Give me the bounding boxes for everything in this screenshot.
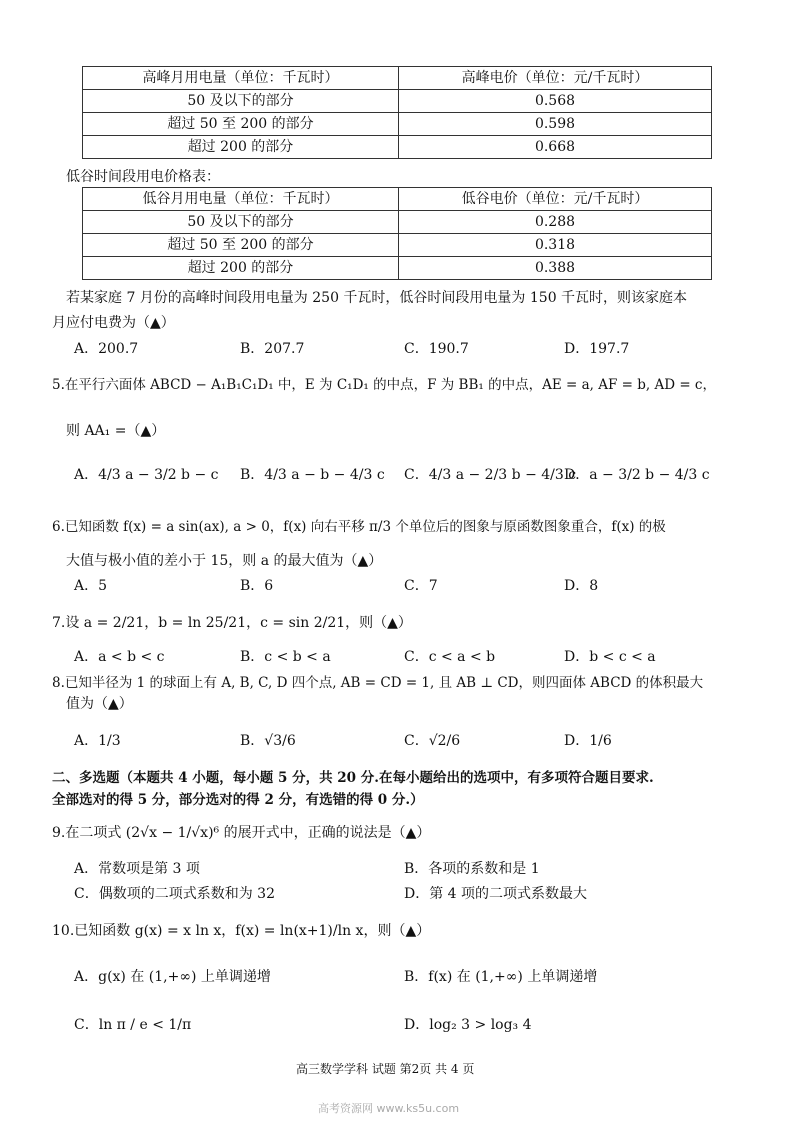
table-cell: 0.598 <box>399 113 712 136</box>
q7-option-b: B．c < b < a <box>240 649 331 665</box>
table-cell: 超过 200 的部分 <box>83 257 399 280</box>
peak-price-table <box>82 66 712 159</box>
q6-option-d: D．8 <box>564 578 599 594</box>
q10-option-c: C．ln π / e < 1/π <box>74 1017 192 1033</box>
table-row <box>83 234 712 257</box>
q7-option-d: D．b < c < a <box>564 649 656 665</box>
q7-option-a: A．a < b < c <box>74 649 165 665</box>
table-cell: 0.388 <box>399 257 712 280</box>
table-header-row <box>83 67 712 90</box>
table-cell: 0.318 <box>399 234 712 257</box>
table-cell: 0.668 <box>399 136 712 159</box>
q6-option-c: C．7 <box>404 578 438 594</box>
q8-option-d: D．1/6 <box>564 733 612 749</box>
q4-option-a: A．200.7 <box>74 341 139 357</box>
valley-table-caption: 低谷时间段用电价格表： <box>66 169 220 185</box>
q10-option-b: B．f(x) 在 (1,+∞) 上单调递增 <box>404 969 598 985</box>
q4-stem-line2: 月应付电费为（▲） <box>52 315 175 331</box>
table-header-cell: 高峰月用电量（单位：千瓦时） <box>83 67 399 90</box>
q10-option-d: D．log₂ 3 > log₃ 4 <box>404 1017 532 1033</box>
q5-option-d: D．a − 3/2 b − 4/3 c <box>564 467 710 483</box>
q4-option-b: B．207.7 <box>240 341 305 357</box>
table-cell: 50 及以下的部分 <box>83 211 399 234</box>
q9-option-b: B．各项的系数和是 1 <box>404 861 540 877</box>
q6-option-b: B．6 <box>240 578 274 594</box>
table-header-cell: 低谷电价（单位：元/千瓦时） <box>399 188 712 211</box>
q6-stem-line2: 大值与极小值的差小于 15，则 a 的最大值为（▲） <box>66 553 383 569</box>
watermark: 高考资源网 www.ks5u.com <box>318 1102 460 1115</box>
q4-option-c: C．190.7 <box>404 341 469 357</box>
q4-option-d: D．197.7 <box>564 341 630 357</box>
q10-stem-line1: 10.已知函数 g(x) = x ln x，f(x) = ln(x+1)/ln x，则（▲） <box>52 923 431 939</box>
table-header-cell: 高峰电价（单位：元/千瓦时） <box>399 67 712 90</box>
q8-stem-line1: 8.已知半径为 1 的球面上有 A, B, C, D 四个点, AB = CD = 1, 且 AB ⊥ CD，则四面体 ABCD 的体积最大 <box>52 675 704 691</box>
table-cell: 超过 200 的部分 <box>83 136 399 159</box>
q9-stem-line1: 9.在二项式 (2√x − 1/√x)⁶ 的展开式中，正确的说法是（▲） <box>52 825 431 841</box>
q5-stem-line2: 则 AA₁ =（▲） <box>66 423 166 439</box>
q6-stem-line1: 6.已知函数 f(x) = a sin(ax), a > 0，f(x) 向右平移 π/3 个单位后的图象与原函数图象重合，f(x) 的极 <box>52 519 666 535</box>
table-row <box>83 257 712 280</box>
table-cell: 0.288 <box>399 211 712 234</box>
q8-option-b: B．√3/6 <box>240 733 296 749</box>
table-row <box>83 113 712 136</box>
q7-stem-line1: 7.设 a = 2/21，b = ln 25/21，c = sin 2/21，则（▲） <box>52 615 412 631</box>
table-cell: 超过 50 至 200 的部分 <box>83 234 399 257</box>
q4-stem-line1: 若某家庭 7 月份的高峰时间段用电量为 250 千瓦时，低谷时间段用电量为 150 千瓦时，则该家庭本 <box>66 290 688 306</box>
page-footer: 高三数学学科 试题 第2页 共 4 页 <box>296 1062 475 1076</box>
q5-option-c: C．4/3 a − 2/3 b − 4/3 c <box>404 467 577 483</box>
table-cell: 超过 50 至 200 的部分 <box>83 113 399 136</box>
table-row <box>83 90 712 113</box>
q5-option-a: A．4/3 a − 3/2 b − c <box>74 467 219 483</box>
q10-option-a: A．g(x) 在 (1,+∞) 上单调递增 <box>74 969 271 985</box>
table-cell: 50 及以下的部分 <box>83 90 399 113</box>
q8-option-c: C．√2/6 <box>404 733 461 749</box>
q6-option-a: A．5 <box>74 578 108 594</box>
section-heading-line1: 二、多选题（本题共 4 小题，每小题 5 分，共 20 分.在每小题给出的选项中，有多项符合题目要求. <box>52 770 654 786</box>
table-cell: 0.568 <box>399 90 712 113</box>
q8-option-a: A．1/3 <box>74 733 121 749</box>
q8-stem-line2: 值为（▲） <box>66 696 133 712</box>
q9-option-c: C．偶数项的二项式系数和为 32 <box>74 886 275 902</box>
table-row <box>83 136 712 159</box>
section-heading-line2: 全部选对的得 5 分，部分选对的得 2 分，有选错的得 0 分.） <box>52 792 424 808</box>
table-header-row <box>83 188 712 211</box>
q7-option-c: C．c < a < b <box>404 649 496 665</box>
q5-option-b: B．4/3 a − b − 4/3 c <box>240 467 385 483</box>
q9-option-a: A．常数项是第 3 项 <box>74 861 200 877</box>
q5-stem-line1: 5.在平行六面体 ABCD − A₁B₁C₁D₁ 中，E 为 C₁D₁ 的中点，F 为 BB₁ 的中点，AE = a, AF = b, AD = c， <box>52 377 716 393</box>
table-header-cell: 低谷月用电量（单位：千瓦时） <box>83 188 399 211</box>
table-row <box>83 211 712 234</box>
valley-price-table <box>82 187 712 280</box>
q9-option-d: D．第 4 项的二项式系数最大 <box>404 886 588 902</box>
